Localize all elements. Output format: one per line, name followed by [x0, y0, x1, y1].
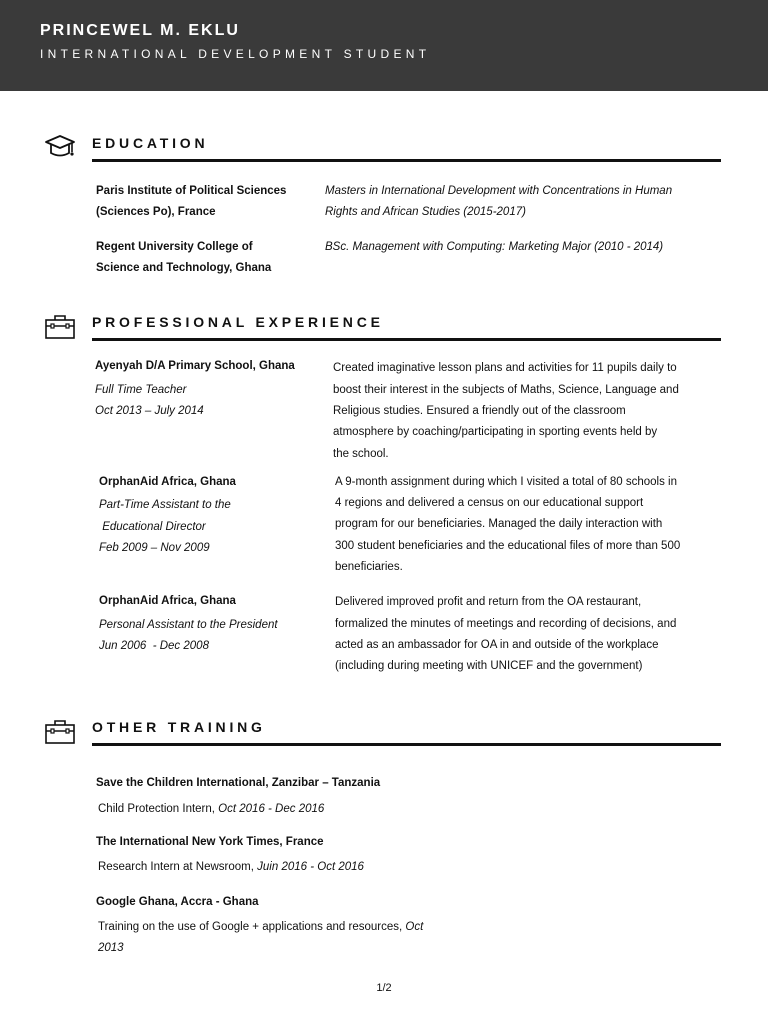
- training-role: Child Protection Intern,: [98, 803, 219, 815]
- section-divider: [92, 159, 721, 162]
- training-role: Training on the use of Google + applications and resources,: [98, 921, 406, 933]
- role: Personal Assistant to the President: [99, 619, 278, 631]
- section-title-experience: PROFESSIONAL EXPERIENCE: [92, 314, 384, 330]
- description-line: (including during meeting with UNICEF and the government): [335, 660, 643, 672]
- section-title-training: OTHER TRAINING: [92, 719, 266, 735]
- description-line: beneficiaries.: [335, 561, 403, 573]
- school-name: Regent University College of: [96, 241, 253, 253]
- section-divider: [92, 338, 721, 341]
- dates: Juin 2016 - Oct 2016: [257, 861, 364, 873]
- organization: Ayenyah D/A Primary School, Ghana: [95, 360, 295, 372]
- description-line: Created imaginative lesson plans and activities for 11 pupils daily to: [333, 362, 677, 374]
- description-line: atmosphere by coaching/participating in sporting events held by: [333, 426, 658, 438]
- dates: Oct 2016 - Dec 2016: [218, 803, 325, 815]
- description-line: 4 regions and delivered a census on our educational support: [335, 497, 644, 509]
- degree: BSc. Management with Computing: Marketing Major (2010 - 2014): [325, 241, 664, 253]
- description-line: the school.: [333, 448, 389, 460]
- degree: Masters in International Development with Concentrations in Human: [325, 185, 673, 197]
- training-detail: [98, 799, 324, 821]
- role: Educational Director: [99, 521, 206, 533]
- dates: Jun 2006 - Dec 2008: [99, 640, 209, 652]
- resume-header: [0, 0, 768, 91]
- dates: Oct: [405, 921, 424, 933]
- section-title-education: EDUCATION: [92, 135, 209, 151]
- description-line: Religious studies. Ensured a friendly out of the classroom: [333, 405, 626, 417]
- dates: 2013: [98, 942, 124, 954]
- briefcase-icon: [44, 717, 76, 745]
- dates: Oct 2013 – July 2014: [95, 405, 204, 417]
- description-line: Delivered improved profit and return from the OA restaurant,: [335, 596, 642, 608]
- school-name: Science and Technology, Ghana: [96, 262, 272, 274]
- description-line: program for our beneficiaries. Managed the daily interaction with: [335, 518, 663, 530]
- school-name: Paris Institute of Political Sciences: [96, 185, 287, 197]
- organization: Google Ghana, Accra - Ghana: [96, 896, 259, 908]
- school-name: (Sciences Po), France: [96, 206, 216, 218]
- briefcase-icon: [44, 312, 76, 340]
- training-detail: [98, 857, 364, 879]
- organization: Save the Children International, Zanzibar – Tanzania: [96, 777, 381, 789]
- candidate-name: PRINCEWEL M. EKLU: [40, 22, 240, 39]
- degree: Rights and African Studies (2015-2017): [325, 206, 526, 218]
- description-line: 300 student beneficiaries and the educational files of more than 500: [335, 540, 681, 552]
- graduation-cap-icon: [44, 133, 76, 161]
- description-line: A 9-month assignment during which I visited a total of 80 schools in: [335, 476, 677, 488]
- organization: The International New York Times, France: [96, 836, 324, 848]
- description-line: boost their interest in the subjects of Maths, Science, Language and: [333, 384, 679, 396]
- description-line: acted as an ambassador for OA in and outside of the workplace: [335, 639, 659, 651]
- training-detail: [98, 917, 423, 939]
- page-number: 1/2: [376, 982, 392, 994]
- section-divider: [92, 743, 721, 746]
- organization: OrphanAid Africa, Ghana: [99, 476, 236, 488]
- dates: Feb 2009 – Nov 2009: [99, 542, 210, 554]
- role: Full Time Teacher: [95, 384, 187, 396]
- description-line: formalized the minutes of meetings and recording of decisions, and: [335, 618, 677, 630]
- role: Part-Time Assistant to the: [99, 499, 231, 511]
- candidate-title: INTERNATIONAL DEVELOPMENT STUDENT: [40, 47, 431, 61]
- training-role: Research Intern at Newsroom,: [98, 861, 258, 873]
- organization: OrphanAid Africa, Ghana: [99, 595, 236, 607]
